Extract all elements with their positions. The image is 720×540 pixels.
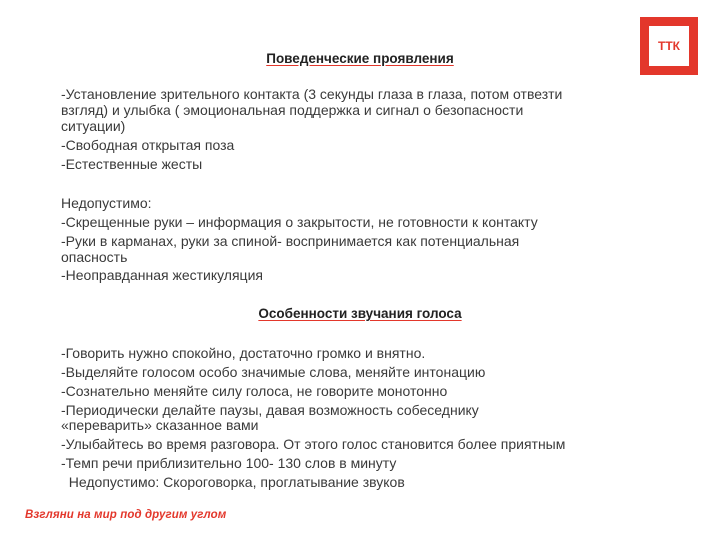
section-title-voice-text: Особенности звучания голоса (258, 306, 462, 321)
voice-line: -Темп речи приблизительно 100- 130 слов в минуту (61, 455, 397, 471)
voice-line: -Говорить нужно спокойно, достаточно громко и внятно. (61, 345, 426, 361)
behavior-line: Недопустимо: (61, 195, 152, 211)
voice-line: -Периодически делайте паузы, давая возможность собеседнику (61, 402, 479, 418)
behavior-line: взгляд) и улыбка ( эмоциональная поддержка и сигнал о безопасности (61, 102, 524, 118)
behavior-line: -Скрещенные руки – информация о закрытости, не готовности к контакту (61, 214, 538, 230)
voice-line: «переварить» сказанное вами (61, 417, 259, 433)
behavior-line: -Неоправданная жестикуляция (61, 267, 263, 283)
section-title-behavior-text: Поведенческие проявления (266, 51, 454, 66)
behavior-line: -Установление зрительного контакта (3 секунды глаза в глаза, потом отвезти (61, 86, 563, 102)
section-title-behavior (0, 51, 720, 66)
behavior-line: -Свободная открытая поза (61, 137, 235, 153)
section-title-voice (0, 306, 720, 321)
voice-line: -Улыбайтесь во время разговора. От этого голос становится более приятным (61, 436, 566, 452)
behavior-line: -Естественные жесты (61, 156, 203, 172)
slogan: Взгляни на мир под другим углом (25, 509, 227, 521)
behavior-line: ситуации) (61, 118, 126, 134)
logo (640, 17, 698, 75)
behavior-line: опасность (61, 249, 128, 265)
voice-line: -Выделяйте голосом особо значимые слова, меняйте интонацию (61, 364, 486, 380)
behavior-line: -Руки в карманах, руки за спиной- воспринимается как потенциальная (61, 233, 520, 249)
voice-line: -Сознательно меняйте силу голоса, не говорите монотонно (61, 383, 448, 399)
voice-line: Недопустимо: Скороговорка, проглатывание звуков (61, 474, 405, 490)
logo-text: ТТК (658, 39, 680, 53)
